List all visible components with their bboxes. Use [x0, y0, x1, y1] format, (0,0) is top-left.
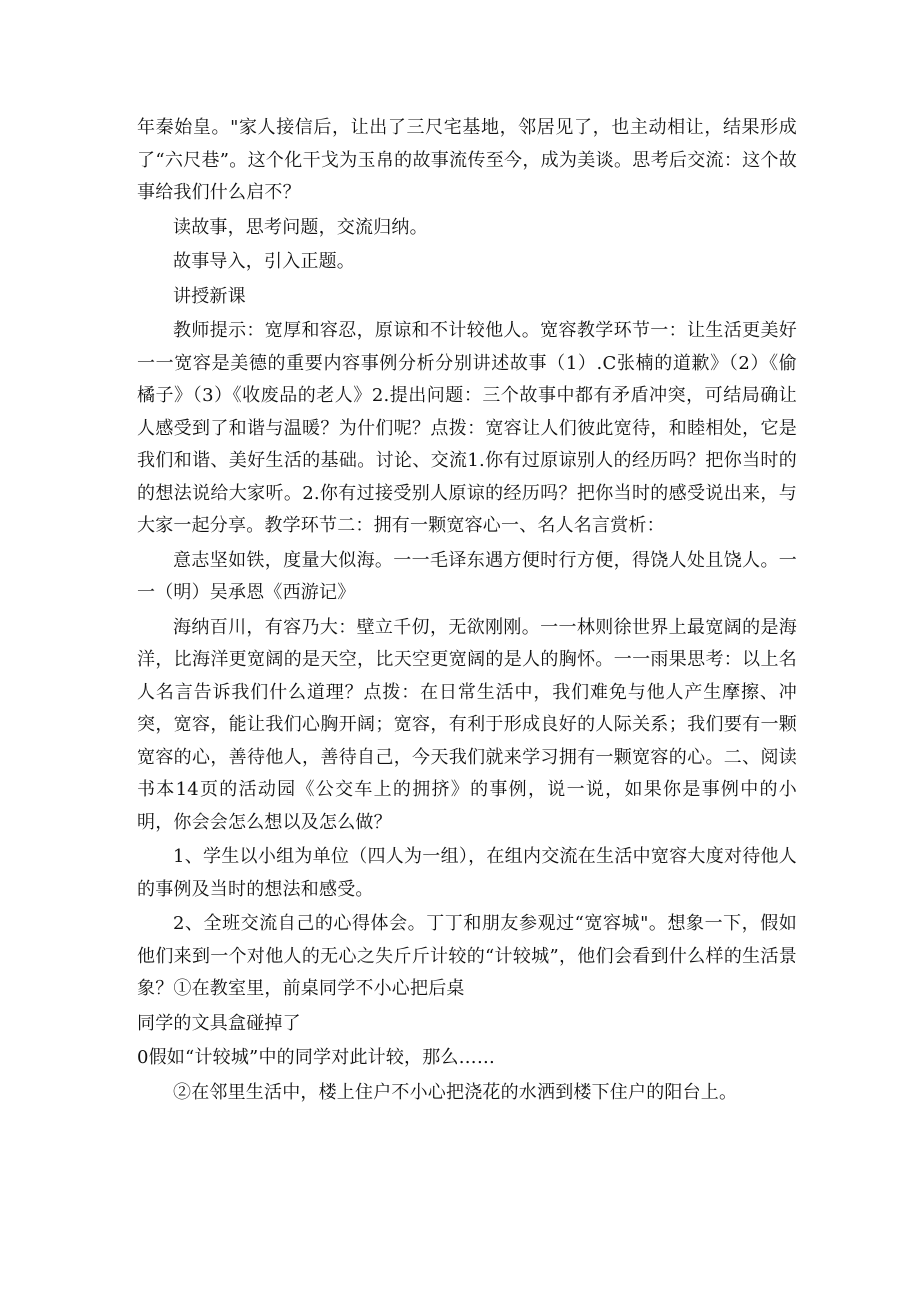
paragraph-2: 读故事，思考问题，交流归纳。	[173, 216, 428, 238]
paragraph-3: 故事导入，引入正题。	[173, 251, 355, 272]
paragraph-9: 2、全班交流自己的心得体会。丁丁和朋友参观过“宽容城"。想象一下，假如他们来到一个对他人的无心之失斤斤计较的“计较城”，他们会看到什么样的生活景象？①在教室里，前桌同学不小心把后桌	[137, 913, 797, 999]
document-body	[137, 112, 797, 1111]
paragraph-7: 海纳百川，有容乃大：壁立千仞，无欲刚刚。一一林则徐世界上最宽阔的是海洋，比海洋更宽阔的是天空，比天空更宽阔的是人的胸怀。一一雨果思考：以上名人名言告诉我们什么道理？点拨：在日常生活中，我们难免与他人产生摩擦、冲突，宽容，能让我们心胸开阔；宽容，有利于形成良好的人际关系；我们要有一颗宽容的心，善待他人，善待自己，今天我们就来学习拥有一颗宽容的心。二、阅读书本14页的活动园《公交车上的拥挤》的事例，说一说，如果你是事例中的小明，你会会怎么想以及怎么做？	[137, 616, 797, 833]
paragraph-8: 1、学生以小组为单位（四人为一组），在组内交流在生活中宽容大度对待他人的事例及当时的想法和感受。	[137, 846, 797, 900]
paragraph-1: 年秦始皇。"家人接信后，让出了三尺宅基地，邻居见了，也主动相让，结果形成了“六尺巷”。这个化干戈为玉帛的故事流传至今，成为美谈。思考后交流：这个故事给我们什么启不？	[137, 117, 797, 203]
paragraph-5: 教师提示：宽厚和容忍，原谅和不计较他人。宽容教学环节一：让生活更美好一一宽容是美德的重要内容事例分析分别讲述故事（1）.C张楠的道歉》（2）《偷橘子》（3）《收废品的老人》2.提出问题：三个故事中都有矛盾冲突，可结局确让人感受到了和谐与温暖？为什们呢？点拨：宽容让人们彼此宽待，和睦相处，它是我们和谐、美好生活的基础。讨论、交流1.你有过原谅别人的经历吗？把你当时的的想法说给大家听。2.你有过接受别人原谅的经历吗？把你当时的感受说出来，与大家一起分享。教学环节二：拥有一颗宽容心一、名人名言赏析：	[137, 320, 797, 536]
section-heading-new-lesson: 讲授新课	[173, 285, 246, 307]
paragraph-11: 0假如“计较城”中的同学对此计较，那么……	[137, 1047, 496, 1068]
paragraph-10: 同学的文具盒碰掉了	[137, 1012, 301, 1034]
paragraph-12: ②在邻里生活中，楼上住户不小心把浇花的水洒到楼下住户的阳台上。	[173, 1081, 738, 1103]
paragraph-6: 意志坚如铁，度量大似海。一一毛译东遇方便时行方便，得饶人处且饶人。一一（明）吴承恩《西游记》	[137, 549, 797, 603]
